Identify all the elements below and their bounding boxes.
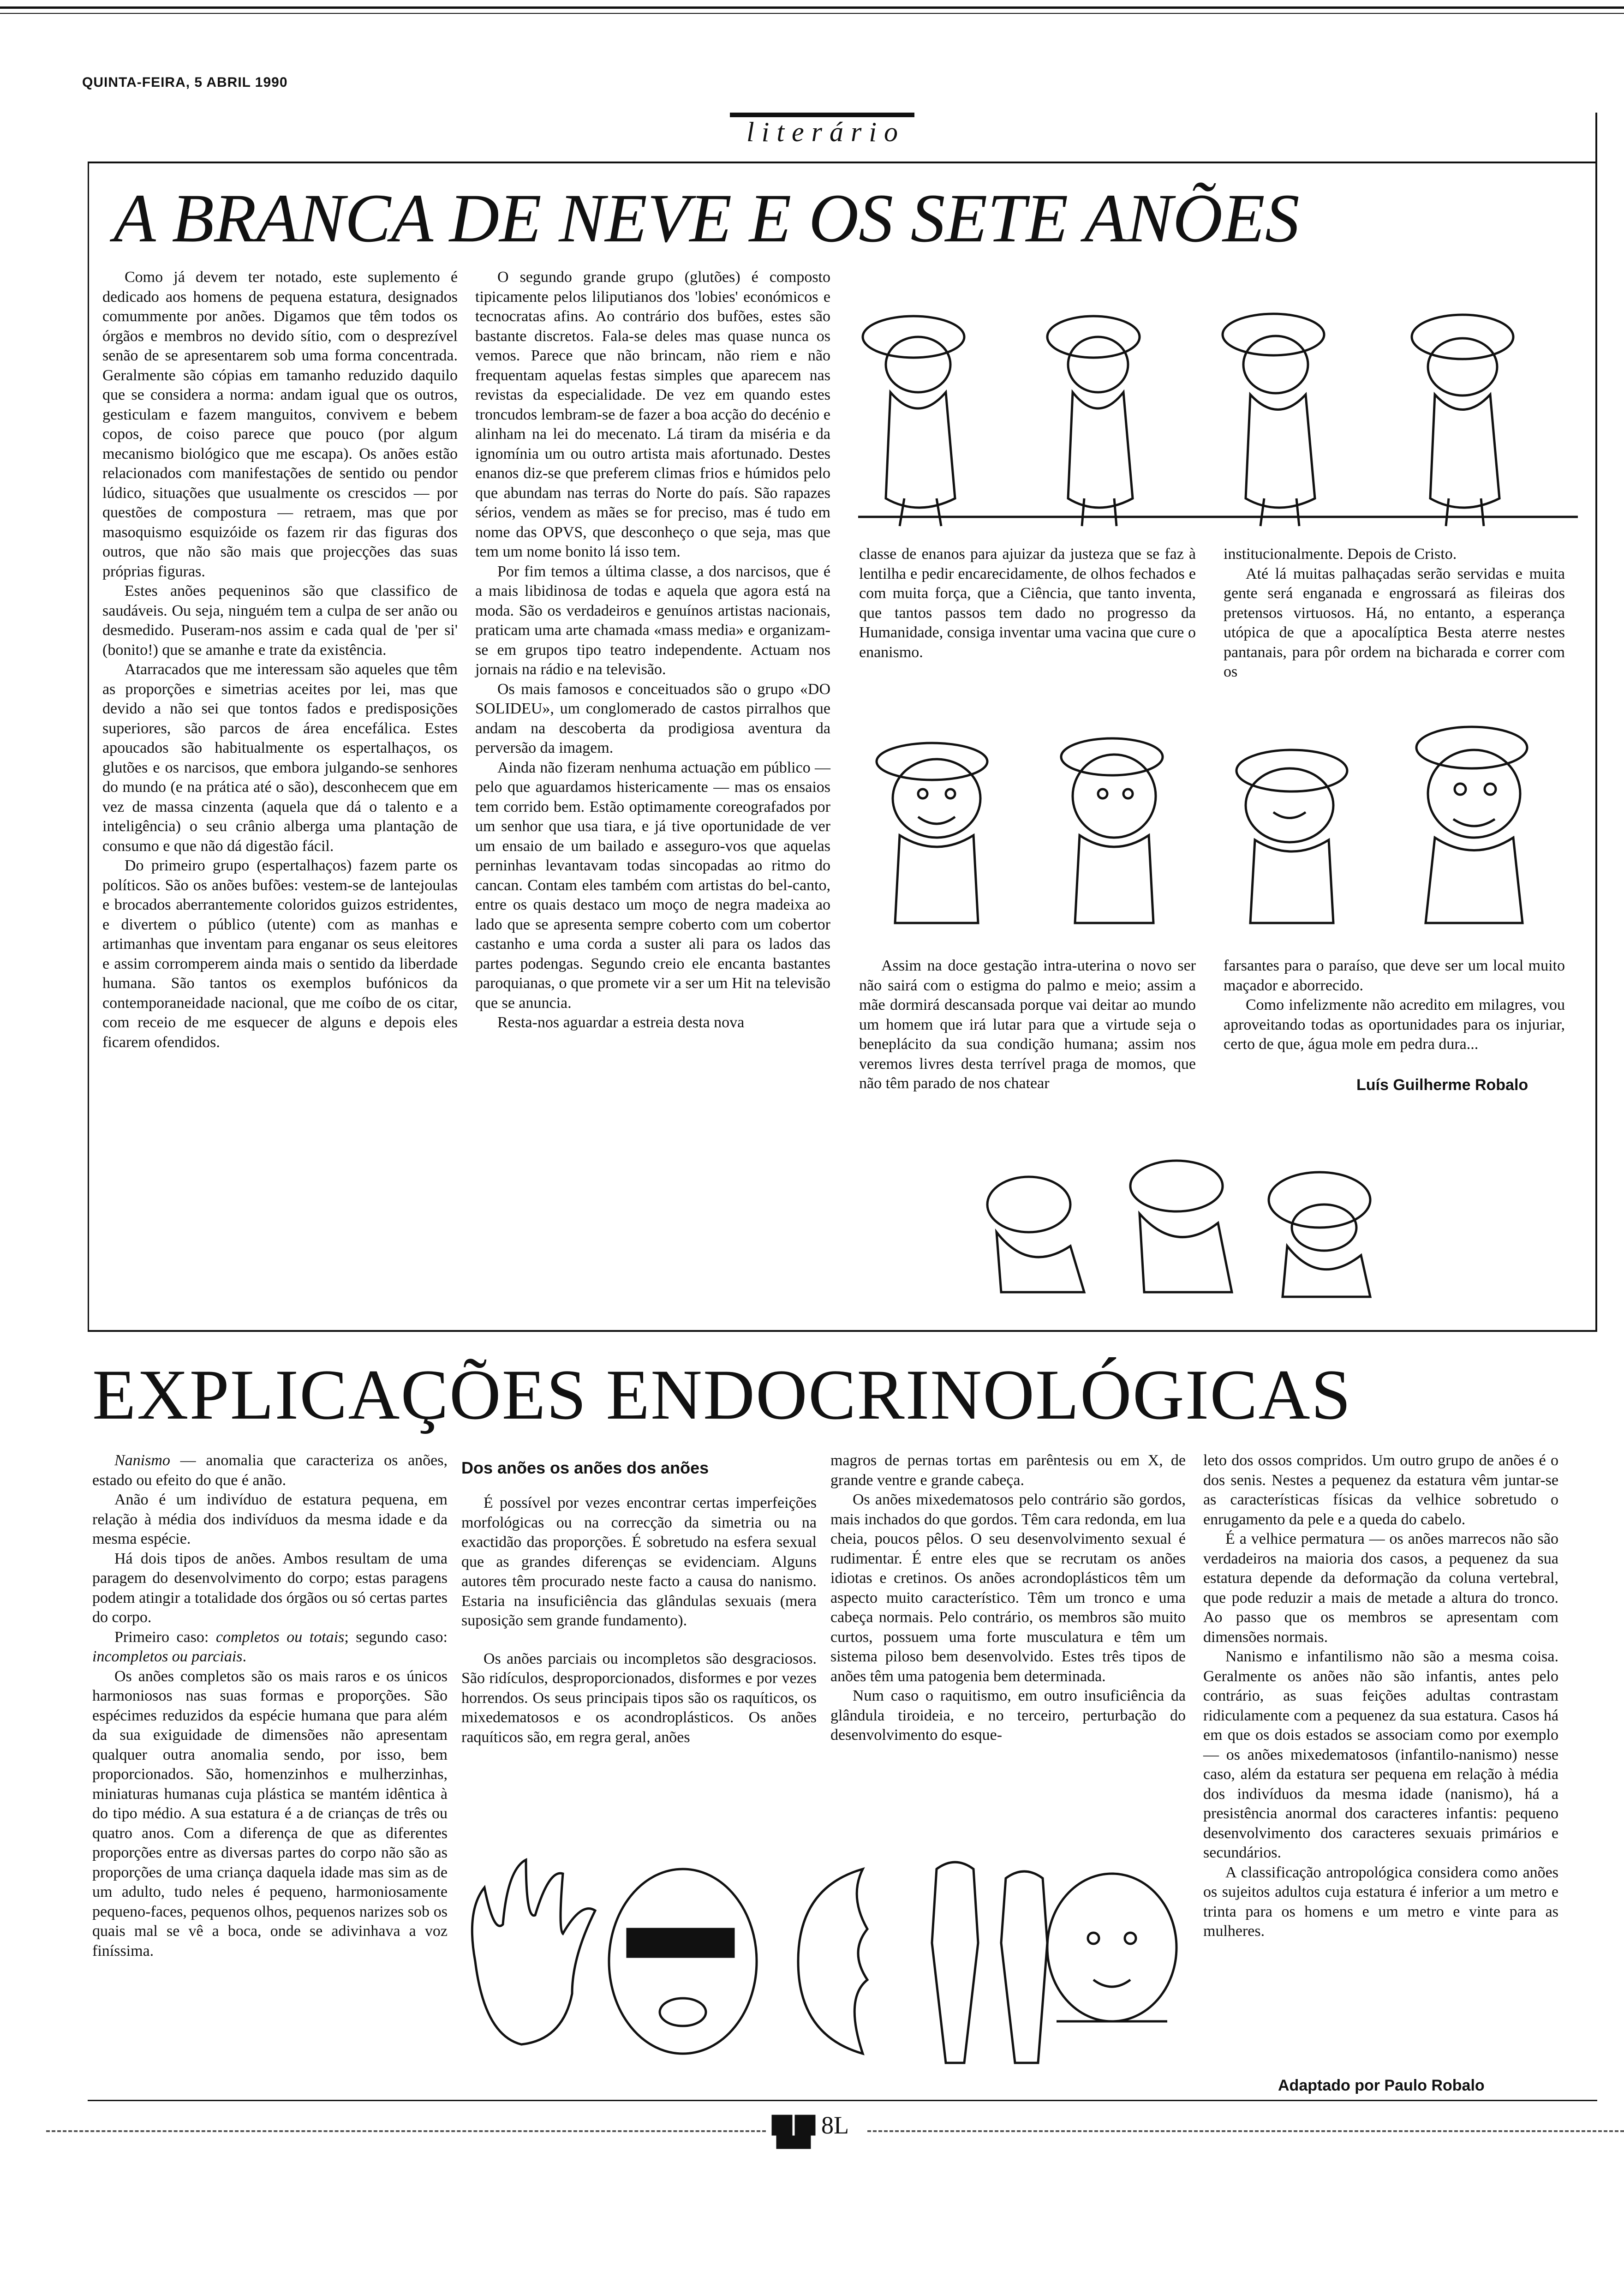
paragraph: Assim na doce gestação intra-uterina o novo ser não sairá com o estigma do palmo e meio; assim a mãe dormirá descansada porque vai deitar ao mundo um homem que irá lutar para que a virtude seja o beneplácito da sua condição humana; assim nos veremos livres desta terrível praga de momos, que não têm parado de nos chatear <box>859 957 1196 1092</box>
paragraph: Anão é um indivíduo de estatura pequena, em relação à média dos indivíduos da mesma idade e da mesma espécie. <box>92 1491 448 1547</box>
paragraph: Os anões mixedematosos pelo contrário são gordos, mais inchados do que gordos. Têm cara redonda, em lua cheia, poucos pêlos. O seu desenvolvimento sexual é rudimentar. É entre eles que se recrutam os anões idiotas e cretinos. Os anões acrondoplásticos têm um aspecto muito característico. Têm um tronco e uma cabeça normais. Pelo contrário, os membros são muito curtos, possuem uma forte musculatura e têm um sistema piloso bem desenvolvido. Estes três tipos de anões têm uma patogenia bem determinada. <box>830 1491 1186 1685</box>
paragraph: É possível por vezes encontrar certas imperfeições morfológicas ou na correcção da simetria ou na exactidão das proporções. É sobretudo na esfera sexual que as grandes diferenças se evidenciam. Alguns autores têm procurado neste facto a causa do nanismo. Estaria na insuficiência das glândulas sexuais (mera suposição sem grande fundamento). <box>461 1494 817 1629</box>
footer-dash-right <box>867 2130 1624 2132</box>
footer-dash-left <box>46 2130 766 2132</box>
paragraph: institucionalmente. Depois de Cristo. <box>1224 545 1457 563</box>
paragraph: Como infelizmente não acredito em milagres, vou aproveitando todas as oportunidades para os injuriar, certo de que, água mole em pedra dura... <box>1224 996 1565 1053</box>
article1-author: Luís Guilherme Robalo <box>1356 1076 1528 1094</box>
paragraph: Resta-nos aguardar a estreia desta nova <box>497 1014 745 1031</box>
article2-credit: Adaptado por Paulo Robalo <box>1278 2077 1485 2094</box>
paragraph: Os anões parciais ou incompletos são desgraciosos. São ridículos, desproporcionados, disformes e por vezes horrendos. Os seus principais tipos são os raquíticos, os mixedematosos e os acondroplásticos. Os anões raquíticos são, em regra geral, anões <box>461 1650 817 1746</box>
torso-sketch <box>932 1862 1047 2063</box>
text: ; segundo caso: <box>344 1628 448 1646</box>
dwarf-faces-illustration <box>858 720 1578 941</box>
paragraph: Estes anões pequeninos são que classifico de saudáveis. Ou seja, ninguém tem a culpa de ser anão ou desmedido. Puseram-nos assim e cada qual de 'per si' (bonito!) que se amanhe e trate da existência. <box>102 582 458 659</box>
dwarf-portrait-sketch <box>1047 1874 1176 2021</box>
article1-column-3b <box>859 956 1196 1094</box>
profile-sketch <box>798 1869 867 2054</box>
top-rule-thin <box>0 13 1624 14</box>
dwarf-turnaround-illustration <box>849 286 1587 545</box>
article2-title: EXPLICAÇÕES ENDOCRINOLÓGICAS <box>92 1355 1352 1434</box>
emphasis: completos ou totais <box>215 1628 345 1646</box>
paragraph <box>92 1628 448 1667</box>
article2-column-3 <box>830 1451 1186 1745</box>
paragraph: leto dos ossos compridos. Um outro grupo de anões é o dos senis. Nestes a pequenez da estatura vêm juntar-se as características físicas da velhice sobretudo o enrugamento da pele e a queda do cabelo. <box>1203 1452 1558 1528</box>
article1-column-4a <box>1224 545 1565 682</box>
paragraph: Os anões completos são os mais raros e os únicos harmoniosos nas suas formas e proporções. São espécimes reduzidos da espécie humana que para além da sua exiguidade de dimensões não apresentam qualquer outra anomalia sendo, por isso, bem proporcionados. São, homenzinhos e mulherzinhas, miniaturas humanas cuja plástica se mantém idêntica à do tipo médio. A sua estatura é a de crianças de três ou quatro anos. Com a diferença de que as diferentes proporções entre as diversas partes do corpo não são as proporções de uma criança daquela idade mas sim as de um adulto, tudo neles é pequeno, harmoniosamente pequeno-faces, pequenos olhos, pequenos narizes sob os quais mal se vê a boca, onde se adivinhava a voz finíssima. <box>92 1667 448 1959</box>
text: . <box>242 1648 246 1665</box>
article2-bottom-rule <box>88 2100 1597 2101</box>
paragraph: Do primeiro grupo (espertalhaços) fazem parte os políticos. São os anões bufões: vestem-se de lantejoulas e brocados aberrantemente coloridos guizos estridentes, e divertem o público (utente) com as manhas e artimanhas que inventam para enganar os seus eleitores e assim corromperem ainda mais o sentido da liberdade humana. São tantos os exemplos bufónicos da contemporaneidade nacional, que me coíbo de os citar, com receio de me esquecer de alguns e depois eles ficarem ofendidos. <box>102 857 458 1051</box>
issue-date: QUINTA-FEIRA, 5 ABRIL 1990 <box>82 75 288 90</box>
paragraph: Como já devem ter notado, este suplemento é dedicado aos homens de pequena estatura, designados comummente por anões. Digamos que têm todos os órgãos e membros no devido sítio, com o desprezível senão de se apresentarem sob uma forma concentrada. Geralmente são cópias em tamanho reduzido daquilo que se considera a norma: andam igual que os outros, gesticulam e fazem manguitos, convivem e bebem copos, de coiso parece que pouco (por algum mecanismo biológico que me escapa). Os anões estão relacionados com manifestações de sentido ou pendor lúdico, situações que usualmente os crescidos — por questões de compostura — retraem, mas que por masoquismo esquizóide os fazem rir das figuras dos outros, que não são mais que projecções das suas próprias figuras. <box>102 269 458 580</box>
paragraph: magros de pernas tortas em parêntesis ou em X, de grande ventre e grande cabeça. <box>830 1452 1186 1489</box>
section-label: literário <box>746 117 905 147</box>
paragraph: Até lá muitas palhaçadas serão servidas e muita gente será enganada e engrossará as fileiras dos pretensos virtuosos. Há, no entanto, a esperança utópica de que a apocalíptica Besta aterre nestes pantanais, para pôr ordem na bicharada e correr com os <box>1224 565 1565 680</box>
article1-column-1 <box>102 268 458 1052</box>
emphasis: incompletos ou parciais <box>92 1648 243 1665</box>
paragraph: farsantes para o paraíso, que deve ser um local muito maçador e aborrecido. <box>1224 957 1565 994</box>
paragraph: Por fim temos a última classe, a dos narcisos, que é a mais libidinosa de todas e aquela que agora está na moda. São os verdadeiros e genuínos artistas nacionais, praticam uma arte chamada «mass media» e organizam-se em grupos tipo teatro independente. Actuam nos jornais na rádio e na televisão. <box>475 563 830 678</box>
article1-column-3a <box>859 545 1196 662</box>
paragraph <box>92 1451 448 1490</box>
paragraph: Num caso o raquitismo, em outro insuficiência da glândula tiroideia, e no terceiro, perturbação do desenvolvimento do esque- <box>830 1687 1186 1744</box>
paragraph: classe de enanos para ajuizar da justeza que se faz à lentilha e pedir encarecidamente, de olhos fechados e com muita força, que a Ciência, que tanto inventa, que tantos passos tem dado no progresso da Humanidade, consiga inventar uma vacina que cure o enanismo. <box>859 545 1196 661</box>
publication-logo <box>770 2114 817 2151</box>
top-rule <box>0 6 1624 9</box>
paragraph: A classificação antropológica considera como anões os sujeitos adultos cuja estatura é inferior a um metro e trinta para os homens e um metro e vinte para as mulheres. <box>1203 1864 1558 1940</box>
article1-column-2 <box>475 268 830 1033</box>
article-title: A BRANCA DE NEVE E OS SETE ANÕES <box>113 180 1300 257</box>
text: Primeiro caso: <box>114 1628 216 1646</box>
paragraph: Atarracados que me interessam são aqueles que têm as proporções e simetrias aceites por lei, mas que devido a não sei que tontos fados e predisposições superiores, são parcos de área encefálica. Estes apoucados são habitualmente os espertalhaços, os glutões e os narcisos, que embora julgando-se senhores do mundo (e na prática até o são), desconhecem que em vez de massa cinzenta (aquela que dá o talento e a inteligência) o seu crânio alberga uma plantação de consumo e que não dá digestão fácil. <box>102 661 458 855</box>
paragraph: Há dois tipos de anões. Ambos resultam de uma paragem do desenvolvimento do corpo; estas paragens podem atingir a totalidade dos órgãos ou só certas partes do corpo. <box>92 1550 448 1626</box>
article2-column-1 <box>92 1451 448 1961</box>
hand-sketch <box>472 1860 595 2044</box>
article1-bottom-rule <box>88 1330 1597 1332</box>
article1-column-4b <box>1224 956 1565 1055</box>
article2-column-4 <box>1203 1451 1558 1941</box>
infant-face-sketch <box>609 1869 757 2054</box>
term: Nanismo <box>114 1452 170 1469</box>
paragraph: É a velhice permatura — os anões marrecos não são verdadeiros na maioria dos casos, a pequenez da sua estatura depende da deformação da coluna vertebral, que pode reduzir a mais de metade a altura do tronco. Ao passo que os membros se apresentam com dimensões normais. <box>1203 1530 1558 1646</box>
frame-right <box>1595 113 1597 1331</box>
paragraph: Os mais famosos e conceituados são o grupo «DO SOLIDEU», um conglomerado de castos pirralhos que andam na descoberta da prodigiosa aventura da perversão da imagem. <box>475 680 830 756</box>
paragraph: O segundo grande grupo (glutões) é composto tipicamente pelos liliputianos dos 'lobies' económicos e tecnocratas afins. Ao contrário dos bufões, estes são bastante discretos. Fala-se deles mas quase nunca os vemos. Parece que não brincam, não riem e não frequentam aquelas festas simples que aparecem nas revistas da especialidade. De vez em quando estes troncudos lembram-se de fazer a boa acção do decénio e alinham na lei do mecenato. Lá tiram da miséria e da ignomínia um ou outro artista mais afortunado. Destes enanos diz-se que preferem climas frios e húmidos pelo que abundam nas terras do Norte do país. São rapazes sérios, vendem as mães se for preciso, mas é tudo em nome das OPVS, que desconheço o que seja, mas que tem um nome bonito lá isso tem. <box>475 269 830 560</box>
article2-subheading: Dos anões os anões dos anões <box>461 1458 709 1477</box>
paragraph: Ainda não fizeram nenhuma actuação em público — pelo que aguardamos histericamente — mas os ensaios tem corrido bem. Estão optimamente coreografados por um senhor que usa tiara, e já tive oportunidade de ver um ensaio de um bailado e asseguro-vos que aquelas perninhas levantavam todas sincopadas ao ritmo do cancan. Contam eles também com artistas do bel-canto, entre os quais destaco um moço de negra madeixa ao lado que se apresenta sempre coberto com um cobertor castanho e uma corda a suster ali para os lados das partes podengas. Segundo creio ele encanta bastantes paroquianas, o que promete vir a ser um Hit na televisão que se anuncia. <box>475 759 830 1012</box>
definition: — anomalia que caracteriza os anões, estado ou efeito do que é anão. <box>92 1452 448 1489</box>
paragraph: Nanismo e infantilismo não são a mesma coisa. Geralmente os anões não são infantis, antes pelo contrário, as suas feições adultas contrastam ridiculamente com a pequenez da sua estatura. Casos há em que os dois estados se associam como por exemplo — os anões mixedematosos (infantilo-nanismo) nesse caso, além da estatura ser pequena em relação à média dos indivíduos da mesma idade (nanismo), há a presistência anormal dos caracteres infantis: pequeno desenvolvimento dos caracteres sexuais primários e secundários. <box>1203 1648 1558 1861</box>
article2-column-2 <box>461 1493 817 1747</box>
page-number: 8L <box>821 2111 849 2139</box>
title-top-rule <box>88 162 1596 163</box>
crawling-dwarf-illustration <box>973 1154 1389 1311</box>
anatomy-sketches-illustration <box>457 1841 1195 2081</box>
frame-left <box>88 162 89 1331</box>
